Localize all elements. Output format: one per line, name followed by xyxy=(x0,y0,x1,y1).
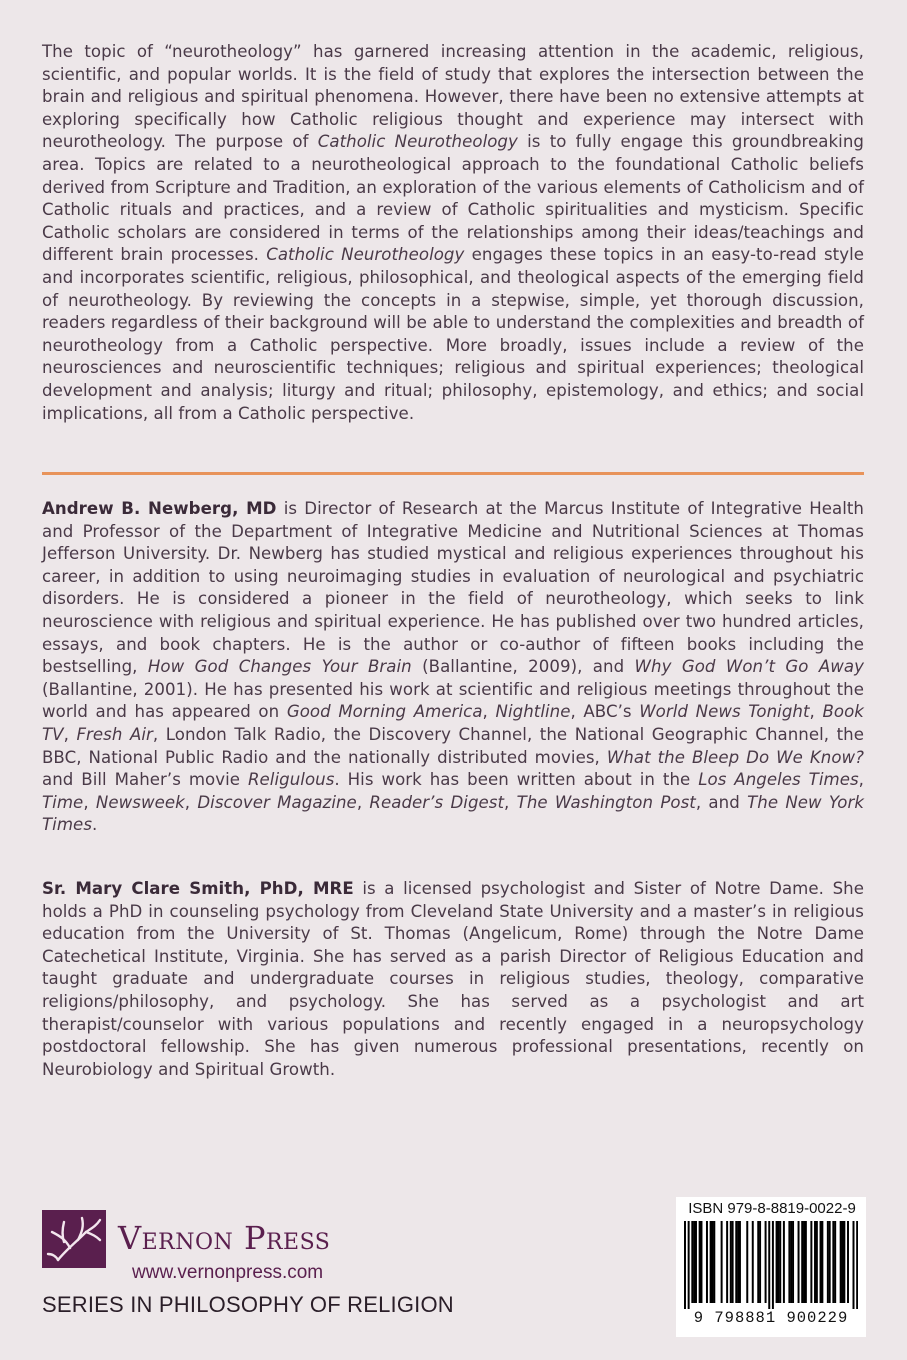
barcode-bar xyxy=(713,1221,715,1303)
barcode-bar xyxy=(810,1221,812,1303)
publication-title: Time xyxy=(42,792,84,812)
barcode-bar xyxy=(829,1221,831,1303)
barcode-bar xyxy=(759,1221,761,1303)
barcode-bar xyxy=(721,1221,723,1303)
bio-text: is a licensed psychologist and Sister of Notre Dame. She holds a PhD in counseling psychology from Cleveland State University and a master’s in religious education from the University of St. Thomas (Angelicum, Rome) through the Notre Dame Catechetical Institute, Virginia. She has served as a parish Director of Religious Education and taught graduate and undergraduate courses in religious studies, theology, comparative religions/philosophy, and psychology. She has served as a psychologist and art therapist/counselor with various populations and recently engaged in a neuropsychology postdoctoral fellowship. She has given numerous professional presentations, recently on Neurobiology and Spiritual Growth. xyxy=(42,879,864,1079)
barcode-bar xyxy=(695,1221,697,1303)
barcode-bar xyxy=(820,1221,822,1303)
description-text: is to fully engage this groundbreaking area. Topics are related to a neurotheological approach to the foundational Catholic beliefs derived from Scripture and Tradition, an exploration of the various elements of Catholicism and of Catholic rituals and practices, and a review of Catholic spiritualities and mysticism. Specific Catholic scholars are considered in terms of the relationships among their ideas/teachings and different brain processes. xyxy=(42,132,864,265)
barcode-bar xyxy=(765,1221,767,1303)
show-title: Book TV xyxy=(42,702,864,744)
author-bio-smith xyxy=(42,878,864,1081)
barcode-bar xyxy=(853,1221,855,1309)
book-title: Why God Won’t Go Away xyxy=(634,657,864,677)
bio-text: . His work has been written about in the xyxy=(334,770,699,790)
barcode-bar xyxy=(779,1221,781,1303)
show-title: Nightline xyxy=(495,702,571,722)
barcode-bar xyxy=(803,1221,805,1303)
barcode-bar xyxy=(699,1221,701,1303)
series-name: SERIES IN PHILOSOPHY OF RELIGION xyxy=(42,1292,454,1317)
barcode-bar xyxy=(801,1221,803,1303)
barcode-bar xyxy=(772,1221,774,1309)
barcode-bar xyxy=(816,1221,818,1303)
bio-text: is Director of Research at the Marcus Institute of Integrative Health and Professor of the Department of Integrative Medicine and Nutritional Sciences at Thomas Jefferson University. Dr. Newberg has studied mystical and religious experiences throughout his career, in addition to using neuroimaging studies in evaluation of neurological and psychiatric disorders. He is considered a pioneer in the field of neurotheology, which seeks to link neuroscience with religious and spiritual experience. He has published over two hundred articles, essays, and book chapters. He is the author or co-author of fifteen books including the bestselling, xyxy=(42,499,864,677)
barcode-bar xyxy=(735,1221,737,1303)
barcode-bar xyxy=(843,1221,845,1303)
bio-text: (Ballantine, 2001). He has presented his work at scientific and religious meetings throughout the world and has appeared on xyxy=(42,679,864,722)
movie-title: Religulous xyxy=(247,770,335,790)
barcode-bar xyxy=(693,1221,695,1303)
movie-title: What the Bleep Do We Know? xyxy=(606,747,864,767)
barcode-bar xyxy=(684,1221,686,1309)
bio-text: , and xyxy=(695,792,748,812)
bio-text: , xyxy=(504,792,517,812)
barcode-bar xyxy=(840,1221,842,1303)
barcode-bar xyxy=(730,1221,732,1303)
description-text: engages these topics in an easy-to-read style and incorporates scientific, religious, philosophical, and theological aspects of the emerging field of neurotheology. By reviewing the concepts in a stepwise, simple, yet thorough discussion, readers regardless of their background will be able to understand the complexities and breadth of neurotheology from a Catholic perspective. More broadly, issues include a review of the neurosciences and neuroscientific techniques; religious and spiritual experiences; theological development and analysis; liturgy and ritual; philosophy, epistemology, and ethics; and social implications, all from a Catholic perspective. xyxy=(42,245,864,423)
isbn-label: ISBN 979-8-8819-0022-9 xyxy=(688,1200,856,1217)
book-title: How God Changes Your Brain xyxy=(147,657,412,677)
barcode-bar xyxy=(792,1221,794,1303)
tree-branch-icon xyxy=(42,1210,106,1268)
barcode-bar xyxy=(814,1221,816,1303)
section-divider xyxy=(42,472,864,475)
barcode-bar xyxy=(700,1221,702,1303)
barcode-bar xyxy=(757,1221,759,1303)
barcode-bar xyxy=(710,1221,712,1303)
book-title-mention: Catholic Neurotheology xyxy=(317,132,518,152)
bio-text: , London Talk Radio, the Discovery Channel, the National Geographic Channel, the BBC, National Public Radio and the nationally distributed movies, xyxy=(42,724,865,767)
barcode-bar xyxy=(805,1221,807,1303)
barcode-bar xyxy=(788,1221,790,1303)
barcode-bars xyxy=(684,1221,858,1309)
bio-text: , xyxy=(184,792,198,812)
bio-text: . xyxy=(92,815,98,835)
barcode-bar xyxy=(739,1221,741,1303)
barcode-bar xyxy=(790,1221,792,1303)
isbn-barcode xyxy=(676,1197,866,1337)
publication-title: Los Angeles Times xyxy=(698,770,859,790)
barcode-bar xyxy=(746,1221,748,1303)
show-title: Fresh Air xyxy=(76,724,153,744)
show-title: Good Morning America xyxy=(286,702,483,722)
bio-text: and Bill Maher’s movie xyxy=(42,770,248,790)
barcode-bar xyxy=(768,1221,770,1309)
publication-title: The New York Times xyxy=(42,792,865,835)
barcode-bar xyxy=(827,1221,829,1303)
description-text: The topic of “neurotheology” has garnered increasing attention in the academic, religious, scientific, and popular worlds. It is the field of study that explores the intersection between the brain and religious and spiritual phenomena. However, there have been no extensive attempts at exploring specifically how Catholic religious thought and experience may intersect with neurotheology. The purpose of xyxy=(42,42,864,152)
bio-text: , ABC’s xyxy=(570,702,640,722)
bio-text: , xyxy=(83,792,96,812)
barcode-bar xyxy=(798,1221,800,1303)
barcode-bar xyxy=(726,1221,728,1303)
book-description xyxy=(42,41,864,425)
publisher-name: Vernon Press xyxy=(118,1219,331,1257)
barcode-bar xyxy=(821,1221,823,1303)
barcode-bar xyxy=(711,1221,713,1303)
publication-title: Discover Magazine xyxy=(197,792,357,812)
bio-text: (Ballantine, 2009), and xyxy=(411,657,635,677)
barcode-bar xyxy=(737,1221,739,1303)
barcode-bar xyxy=(732,1221,734,1303)
book-title-mention: Catholic Neurotheology xyxy=(266,245,465,265)
barcode-bar xyxy=(777,1221,779,1303)
bio-text: , xyxy=(356,792,370,812)
barcode-bar xyxy=(776,1221,778,1303)
show-title: World News Tonight xyxy=(639,702,810,722)
barcode-bar xyxy=(856,1221,858,1309)
barcode-bar xyxy=(783,1221,785,1303)
barcode-bar xyxy=(847,1221,849,1303)
bio-text: , xyxy=(858,770,864,790)
publication-title: Reader’s Digest xyxy=(369,792,505,812)
author-bio-newberg xyxy=(42,498,864,837)
barcode-bar xyxy=(834,1221,836,1303)
barcode-bar xyxy=(752,1221,754,1303)
publisher-url[interactable]: www.vernonpress.com xyxy=(132,1262,324,1283)
barcode-bar xyxy=(688,1221,690,1309)
barcode-bar xyxy=(842,1221,844,1303)
publication-title: The Washington Post xyxy=(516,792,696,812)
bio-text: , xyxy=(482,702,496,722)
barcode-bar xyxy=(691,1221,693,1303)
isbn-digits: 9 798881 900229 xyxy=(693,1309,849,1327)
barcode-bar xyxy=(832,1221,834,1303)
barcode-bar xyxy=(706,1221,708,1303)
author-name: Andrew B. Newberg, MD xyxy=(42,499,277,518)
bio-text: , xyxy=(809,702,823,722)
bio-text: , xyxy=(63,724,77,744)
publication-title: Newsweek xyxy=(95,792,185,812)
author-name: Sr. Mary Clare Smith, PhD, MRE xyxy=(42,879,354,898)
